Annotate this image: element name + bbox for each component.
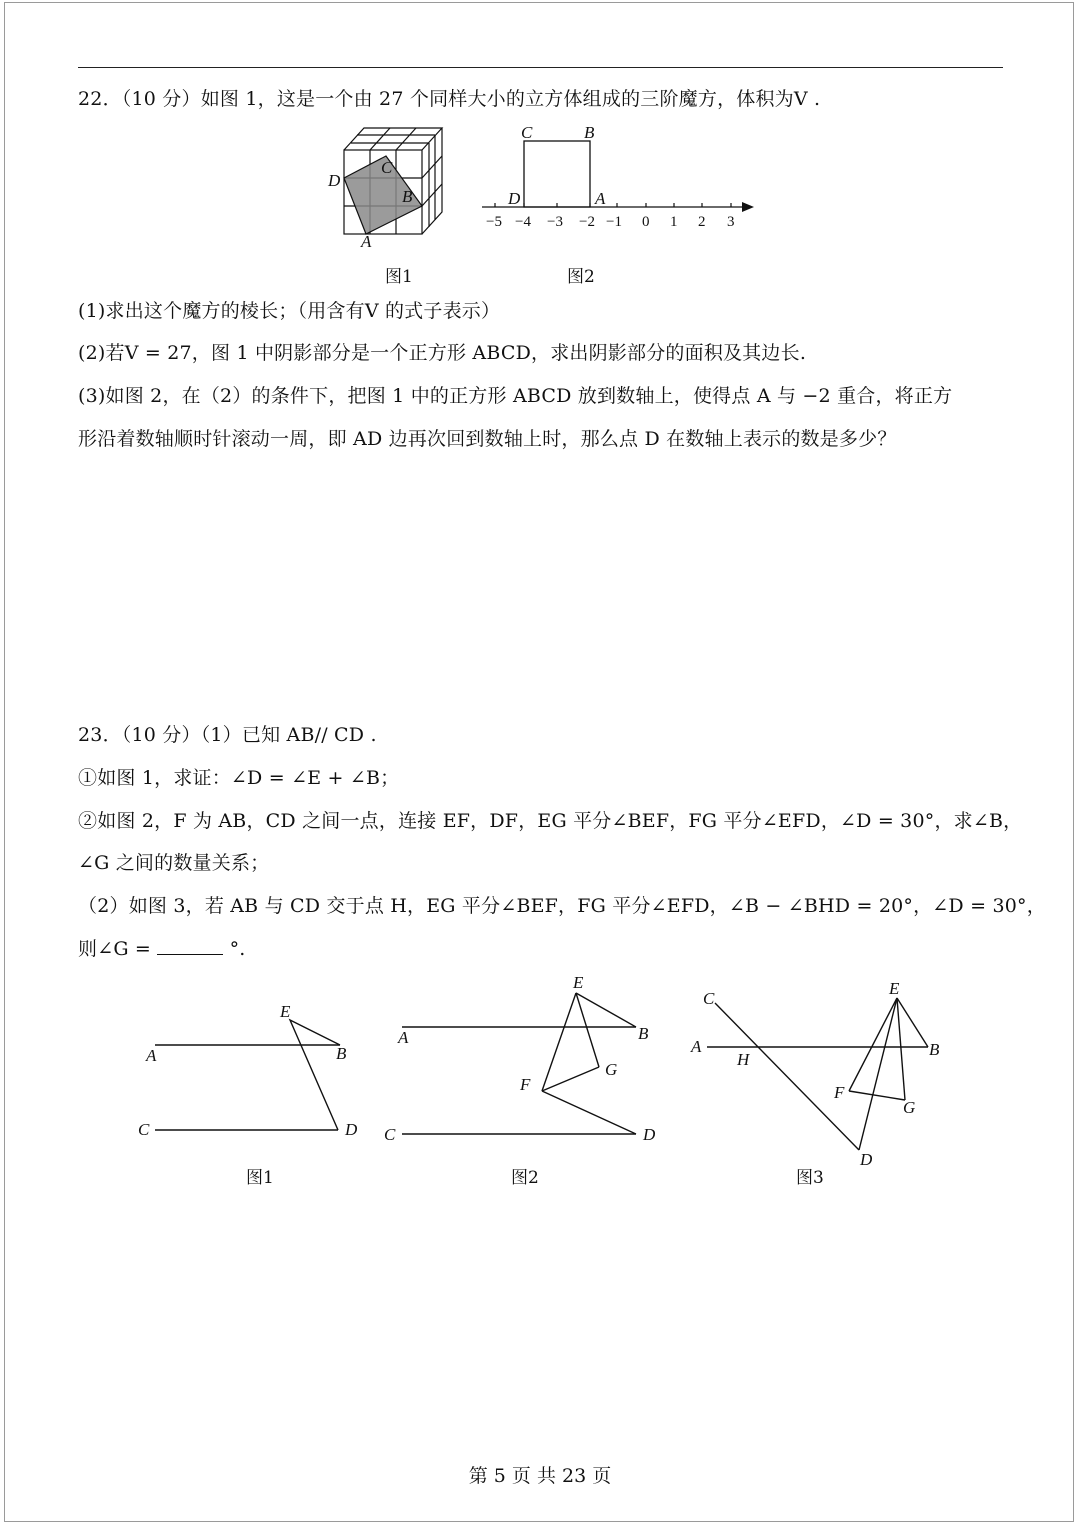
label-b: B xyxy=(638,1024,649,1043)
label-b: B xyxy=(336,1044,347,1063)
q23-fig1 xyxy=(130,995,370,1145)
label-c: C xyxy=(138,1120,150,1139)
q23-sub3: （2）如图 3，若 AB 与 CD 交于点 H，EG 平分∠BEF，FG 平分∠EFD，∠B − ∠BHD = 20°，∠D = 30°， xyxy=(78,895,1046,917)
q23-fig3 xyxy=(685,975,955,1175)
q23-answer-line xyxy=(78,936,246,962)
q23-sub2-line2: ∠G 之间的数量关系； xyxy=(78,852,270,874)
label-d: D xyxy=(345,1120,358,1139)
tick-label: 2 xyxy=(698,214,706,230)
label-c: C xyxy=(384,1125,396,1144)
q23-fig2-caption: 图2 xyxy=(511,1168,539,1188)
tick-label: −3 xyxy=(547,214,563,230)
label-f: F xyxy=(834,1083,845,1102)
label-a: A xyxy=(398,1028,409,1047)
q22-part3-line1: (3)如图 2，在（2）的条件下，把图 1 中的正方形 ABCD 放到数轴上，使得点 A 与 −2 重合，将正方 xyxy=(78,385,953,407)
fig1-label-b: B xyxy=(402,187,413,206)
tick-label: −4 xyxy=(515,214,531,230)
answer-prefix: 则∠G = xyxy=(78,938,152,960)
fig1-label-a: A xyxy=(361,232,372,251)
label-h: H xyxy=(737,1050,750,1069)
fig2-label-b: B xyxy=(584,123,595,142)
fig1-label-c: C xyxy=(381,158,393,177)
answer-blank[interactable] xyxy=(157,936,223,955)
label-d: D xyxy=(643,1125,656,1144)
tick-label: −1 xyxy=(606,214,622,230)
fig1-label-d: D xyxy=(328,171,341,190)
label-b: B xyxy=(929,1040,940,1059)
label-e: E xyxy=(573,973,584,992)
tick-label: 3 xyxy=(727,214,735,230)
q23-sub1: ①如图 1，求证：∠D = ∠E + ∠B； xyxy=(78,767,400,789)
page-footer: 第 5 页 共 23 页 xyxy=(468,1465,612,1487)
q22-fig2-number-line xyxy=(478,120,763,240)
tick-label: −2 xyxy=(579,214,595,230)
q23-fig3-caption: 图3 xyxy=(796,1168,824,1188)
label-g: G xyxy=(903,1098,916,1117)
label-a: A xyxy=(146,1046,157,1065)
q23-fig2 xyxy=(380,970,670,1150)
fig2-label-d: D xyxy=(508,189,521,208)
q22-part2: (2)若V = 27，图 1 中阴影部分是一个正方形 ABCD，求出阴影部分的面积及其边长. xyxy=(78,342,807,364)
q23-sub2-line1: ②如图 2，F 为 AB，CD 之间一点，连接 EF，DF，EG 平分∠BEF，FG 平分∠EFD，∠D = 30°，求∠B， xyxy=(78,810,1023,832)
top-rule xyxy=(78,67,1003,68)
label-c: C xyxy=(703,989,715,1008)
q23-header: 23．（10 分）（1）已知 AB// CD . xyxy=(78,724,377,746)
label-e: E xyxy=(280,1002,291,1021)
q22-part3-line2: 形沿着数轴顺时针滚动一周，即 AD 边再次回到数轴上时，那么点 D 在数轴上表示的数是多少？ xyxy=(78,428,897,450)
label-e: E xyxy=(889,979,900,998)
fig2-label-a: A xyxy=(595,189,606,208)
q22-fig1-cube xyxy=(320,120,460,255)
fig2-label-c: C xyxy=(521,123,533,142)
q22-fig1-caption: 图1 xyxy=(385,267,413,287)
answer-suffix: °. xyxy=(229,938,246,960)
label-a: A xyxy=(691,1037,702,1056)
q22-header: 22．（10 分）如图 1，这是一个由 27 个同样大小的立方体组成的三阶魔方，体积为V . xyxy=(78,88,821,110)
label-f: F xyxy=(520,1075,531,1094)
tick-label: 1 xyxy=(670,214,678,230)
q22-part1: (1)求出这个魔方的棱长；（用含有V 的式子表示） xyxy=(78,300,501,322)
tick-label: −5 xyxy=(486,214,502,230)
q22-fig2-caption: 图2 xyxy=(567,267,595,287)
q23-fig1-caption: 图1 xyxy=(246,1168,274,1188)
label-d: D xyxy=(860,1150,873,1169)
label-g: G xyxy=(605,1060,618,1079)
tick-label: 0 xyxy=(642,214,650,230)
